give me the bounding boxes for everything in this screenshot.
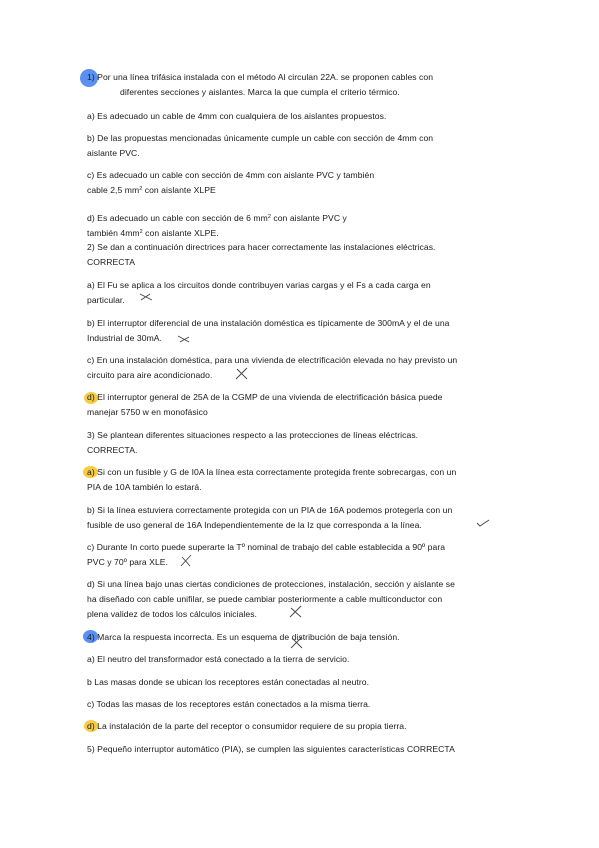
text-run: cable 2,5 mm — [87, 185, 140, 195]
q2-option-b-line2: Industrial de 30mA. — [87, 333, 162, 343]
q1-option-b-line1: b) De las propuestas mencionadas únicamente cumple un cable con sección de 4mm con — [87, 133, 434, 143]
q3-option-a-line1: a) Si con un fusible y G de I0A la línea esta correctamente protegida frente sobrecargas, con un — [87, 467, 457, 477]
cross-mark-icon — [180, 554, 192, 568]
q3-option-d-line2: ha diseñado con cable unifilar, se puede cambiar posteriormente a cable multiconductor con — [87, 594, 443, 604]
cross-mark-icon — [235, 367, 249, 381]
q3-option-d-line3: plena validez de todos los cálculos iniciales. — [87, 609, 257, 619]
q1-option-d-line1 — [87, 213, 347, 224]
q3-option-c-line1: c) Durante In corto puede superarte la Tº nominal de trabajo del cable establecida a 90º para — [87, 542, 446, 552]
q4-option-a: a) El neutro del transformador está conectado a la tierra de servicio. — [87, 654, 350, 664]
cross-mark-icon — [290, 636, 304, 650]
check-mark-icon — [476, 518, 490, 528]
q5-stem: 5) Pequeño interruptor automático (PIA), se cumplen las siguientes características CORRECTA — [87, 744, 455, 754]
text-run: también 4mm — [87, 228, 140, 238]
q1-option-b-line2: aislante PVC. — [87, 148, 140, 158]
q2-option-a-line1: a) El Fu se aplica a los circuitos donde contribuyen varias cargas y el Fs a cada carga en — [87, 280, 431, 290]
cross-mark-icon — [177, 334, 191, 344]
q4-option-c: c) Todas las masas de los receptores están conectados a la misma tierra. — [87, 699, 371, 709]
q3-option-c-line2: PVC y 70º para XLE. — [87, 557, 168, 567]
q1-option-c-line1: c) Es adecuado un cable con sección de 4mm con aislante PVC y también — [87, 170, 375, 180]
q2-option-a-line2: particular. — [87, 295, 125, 305]
q2-option-d-line2: manejar 5750 w en monofásico — [87, 407, 208, 417]
text-run: con aislante PVC y — [270, 213, 347, 223]
superscript: 2 — [139, 229, 143, 235]
q1-option-d-line2 — [87, 228, 219, 239]
q3-option-b-line2: fusible de uso general de 16A Independientemente de la Iz que corresponda a la línea. — [87, 520, 422, 530]
q2-stem-line1: 2) Se dan a continuación directrices para hacer correctamente las instalaciones eléctricas. — [87, 242, 436, 252]
superscript: 2 — [139, 186, 143, 192]
q2-option-b-line1: b) El interruptor diferencial de una instalación doméstica es típicamente de 300mA y el de una — [87, 318, 450, 328]
q3-stem-line1: 3) Se plantean diferentes situaciones respecto a las protecciones de líneas eléctricas. — [87, 430, 419, 440]
q2-stem-line2: CORRECTA — [87, 257, 135, 267]
q2-option-d-line1: d) El interruptor general de 25A de la CGMP de una vivienda de electrificación básica puede — [87, 392, 443, 402]
q2-option-c-line2: circuito para aire acondicionado. — [87, 370, 213, 380]
q3-option-a-line2: PIA de 10A también lo estará. — [87, 482, 202, 492]
q3-stem-line2: CORRECTA. — [87, 445, 138, 455]
q4-option-b: b Las masas donde se ubican los receptores están conectadas al neutro. — [87, 677, 370, 687]
q4-stem: 4) Marca la respuesta incorrecta. Es un esquema de distribución de baja tensión. — [87, 632, 400, 642]
q3-option-d-line1: d) Si una línea bajo unas ciertas condiciones de protecciones, instalación, sección y aislante se — [87, 579, 455, 589]
cross-mark-icon — [289, 605, 303, 619]
cross-mark-icon — [139, 292, 153, 302]
q1-stem-line2: diferentes secciones y aislantes. Marca la que cumpla el criterio térmico. — [120, 87, 400, 97]
q3-option-b-line1: b) Si la línea estuviera correctamente protegida con un PIA de 16A podemos protegerla con un — [87, 505, 453, 515]
q4-option-d: d) La instalación de la parte del receptor o consumidor requiere de su propia tierra. — [87, 721, 407, 731]
superscript: 2 — [267, 214, 271, 220]
text-run: d) Es adecuado un cable con sección de 6 mm — [87, 213, 268, 223]
text-run: con aislante XLPE — [142, 185, 216, 195]
q1-option-a: a) Es adecuado un cable de 4mm con cualquiera de los aislantes propuestos. — [87, 111, 387, 121]
q1-option-c-line2 — [87, 185, 216, 196]
q2-option-c-line1: c) En una instalación doméstica, para una vivienda de electrificación elevada no hay previsto un — [87, 355, 458, 365]
q1-stem-line1: 1) Por una línea trifásica instalada con el método Al circulan 22A. se proponen cables con — [87, 72, 434, 82]
text-run: con aislante XLPE. — [142, 228, 219, 238]
